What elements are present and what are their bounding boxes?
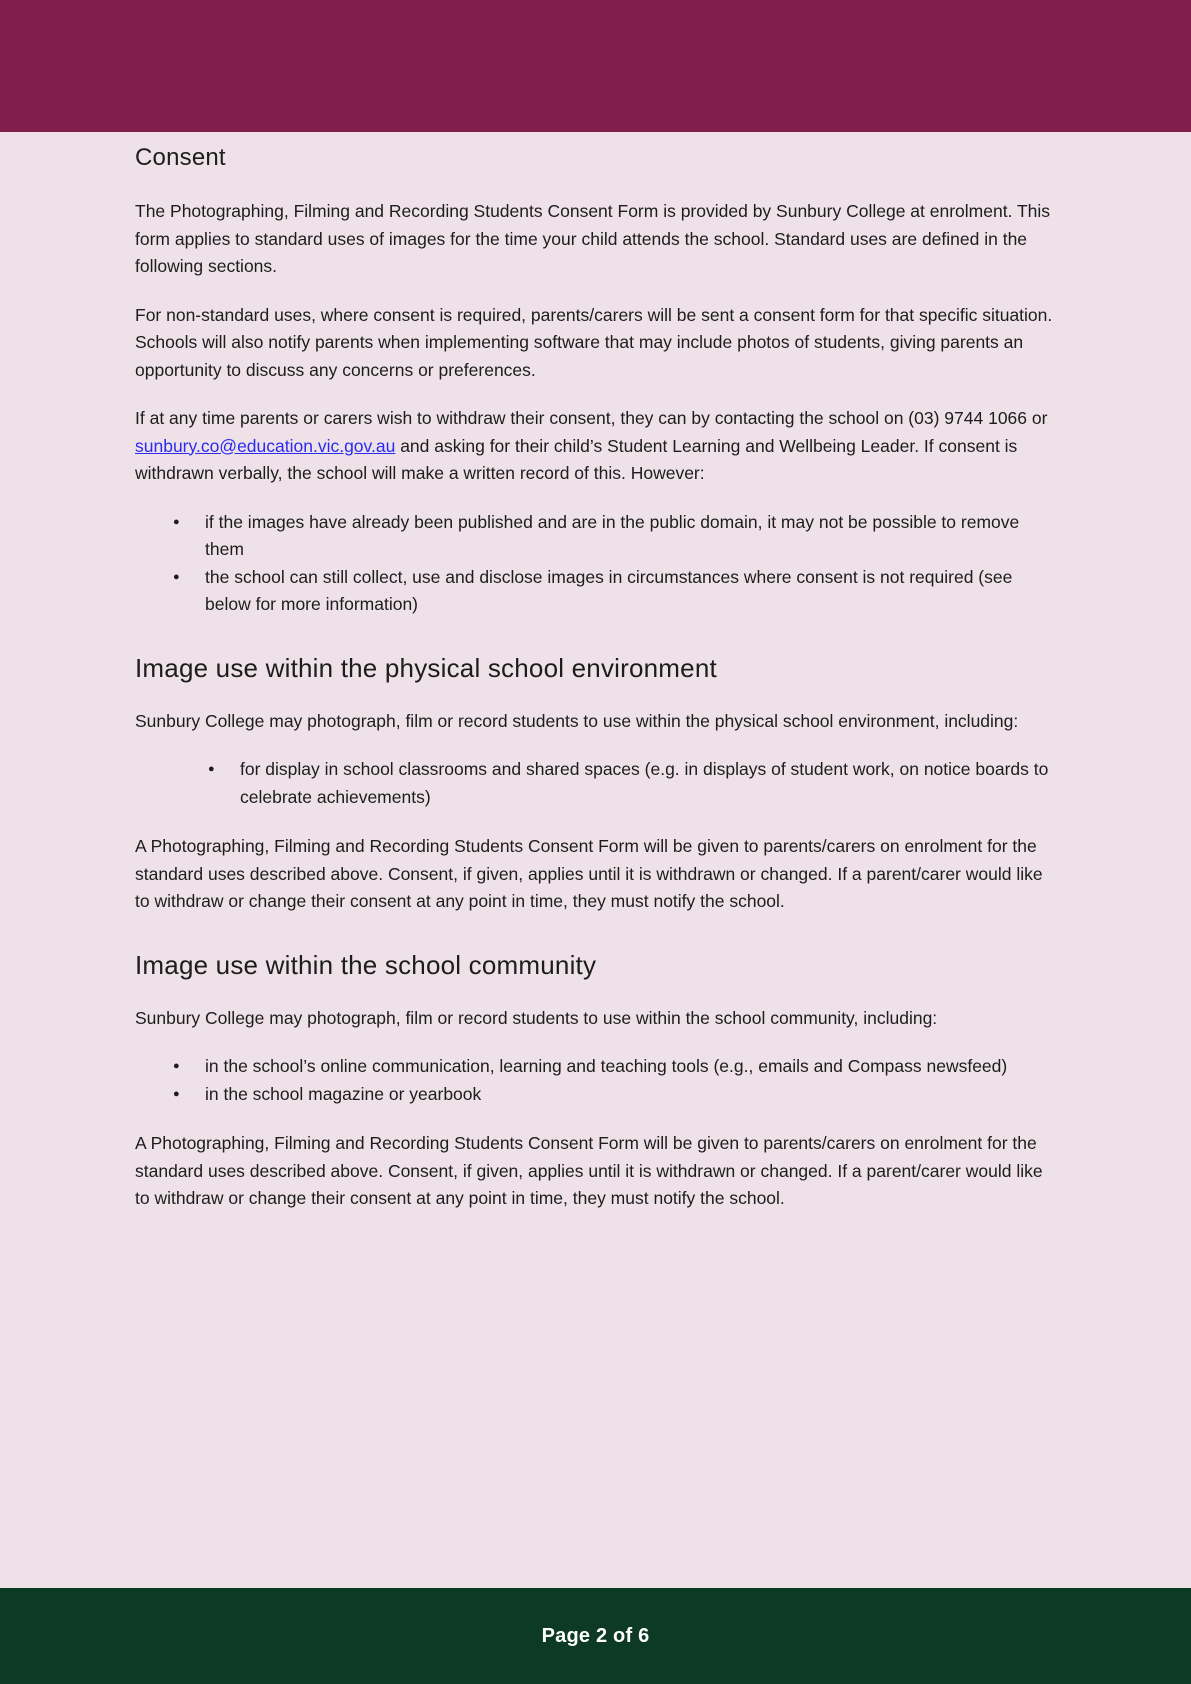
paragraph-withdraw-suffix-text: and asking for their child’s Student Learning and Wellbeing Leader. If consent is withdrawn verbally, the school will make a written record of this. However: [135, 435, 1018, 483]
paragraph-nonstandard-uses: For non-standard uses, where consent is required, parents/carers will be sent a consent form for that specific situation. Schools will also notify parents when implementing software that may include photos of students, giving parents an opportunity to discuss any concerns or preferences. [135, 304, 1053, 380]
document-content [0, 132, 1191, 1588]
section-heading-consent: Consent [135, 144, 226, 171]
section-heading-school-community: Image use within the school community [135, 949, 597, 980]
paragraph-physical-consent-form: A Photographing, Filming and Recording Students Consent Form will be given to parents/carers on enrolment for the standard uses described above. Consent, if given, applies until it is withdrawn or changed. If a parent/carer would like to withdraw or change their consent at any point in time, they must notify the school. [135, 836, 1043, 911]
header-band [0, 0, 1191, 132]
list-item: ● the school can still collect, use and disclose images in circumstances where consent is not required (see below for more information) [172, 564, 1056, 619]
paragraph-withdraw-prefix-text: If at any time parents or carers wish to withdraw their consent, they can by contacting the school on (03) 9744 1066 or [135, 408, 1048, 428]
list-item: ● in the school’s online communication, learning and teaching tools (e.g., emails and Compass newsfeed) [172, 1053, 1056, 1081]
section-heading-physical-environment: Image use within the physical school environment [135, 652, 717, 683]
paragraph-community-consent-form: A Photographing, Filming and Recording Students Consent Form will be given to parents/carers on enrolment for the standard uses described above. Consent, if given, applies until it is withdrawn or changed. If a parent/carer would like to withdraw or change their consent at any point in time, they must notify the school. [135, 1133, 1043, 1208]
paragraph-consent-intro: The Photographing, Filming and Recording Students Consent Form is provided by Sunbury College at enrolment. This form applies to standard uses of images for the time your child attends the school. Standard uses are defined in the following sections. [135, 201, 1051, 276]
paragraph-withdraw-consent [135, 405, 1056, 488]
physical-environment-uses-list [135, 756, 1056, 811]
school-email-link[interactable]: sunbury.co@education.vic.gov.au [135, 435, 396, 456]
list-item: ● for display in school classrooms and shared spaces (e.g. in displays of student work, on notice boards to celebrate achievements) [207, 756, 1056, 811]
page-number-label: Page 2 of 6 [541, 1624, 650, 1647]
paragraph-school-community-intro: Sunbury College may photograph, film or record students to use within the school community, including: [135, 1007, 938, 1028]
paragraph-physical-environment-intro: Sunbury College may photograph, film or record students to use within the physical school environment, including: [135, 710, 1019, 731]
list-item: ● if the images have already been published and are in the public domain, it may not be possible to remove them [172, 509, 1056, 564]
footer-band [0, 1588, 1191, 1684]
list-item: ● in the school magazine or yearbook [172, 1081, 1056, 1109]
withdraw-consequences-list [135, 509, 1056, 619]
school-community-uses-list [135, 1053, 1056, 1108]
